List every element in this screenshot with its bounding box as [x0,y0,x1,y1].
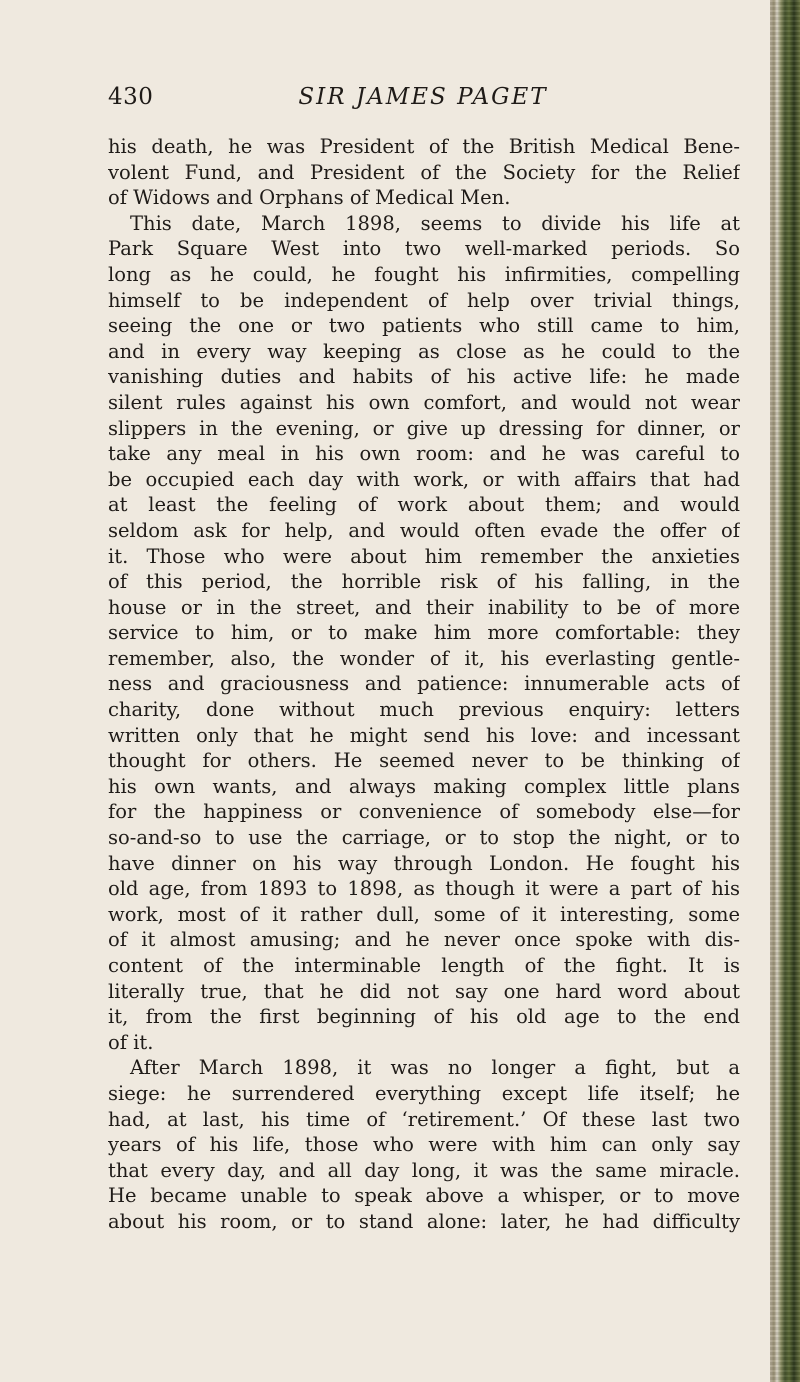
page-header [108,82,738,116]
text-line: written only that he might send his love: and incessant [108,723,740,747]
body-text [108,134,740,1235]
text-line: that every day, and all day long, it was the same miracle. [108,1158,740,1182]
text-line: charity, done without much previous enquiry: letters [108,698,740,722]
text-line: literally true, that he did not say one hard word about [108,979,740,1003]
text-line: silent rules against his own comfort, and would not wear [108,390,740,414]
text-line: it, from the first beginning of his old age to the end [108,1005,740,1029]
text-line: old age, from 1893 to 1898, as though it were a part of his [108,877,740,901]
text-line: He became unable to speak above a whisper, or to move [108,1184,740,1208]
text-line: seeing the one or two patients who still came to him, [108,314,740,338]
text-line: volent Fund, and President of the Society for the Relief [108,160,740,184]
text-line: and in every way keeping as close as he could to the [108,339,740,363]
running-title: SIR JAMES PAGET [298,84,548,110]
text-line: After March 1898, it was no longer a fight, but a [130,1056,740,1080]
text-line: for the happiness or convenience of somebody else—for [108,800,740,824]
text-line: so-and-so to use the carriage, or to stop the night, or to [108,826,740,850]
book-edge-texture [770,0,800,1382]
text-line: his own wants, and always making complex little plans [108,774,740,798]
text-line: seldom ask for help, and would often evade the offer of [108,518,740,542]
text-line: of Widows and Orphans of Medical Men. [108,186,511,210]
text-line: content of the interminable length of the fight. It is [108,954,740,977]
text-line: This date, March 1898, seems to divide his life at [130,211,740,235]
page-number: 430 [108,84,154,110]
text-line: service to him, or to make him more comfortable: they [108,621,740,645]
text-line: of it almost amusing; and he never once spoke with dis- [108,928,740,952]
text-line: slippers in the evening, or give up dressing for dinner, or [108,416,740,440]
text-line: of it. [108,1030,154,1054]
text-line: about his room, or to stand alone: later, he had difficulty [108,1209,740,1233]
text-line: Park Square West into two well-marked periods. So [108,237,740,261]
text-line: take any meal in his own room: and he was careful to [108,442,740,466]
text-line: remember, also, the wonder of it, his everlasting gentle- [108,646,740,670]
text-line: years of his life, those who were with him can only say [108,1133,740,1157]
text-line: it. Those who were about him remember the anxieties [108,544,740,568]
text-line: himself to be independent of help over trivial things, [108,288,740,312]
text-line: ness and graciousness and patience: innumerable acts of [108,672,740,696]
text-line: siege: he surrendered everything except life itself; he [108,1081,740,1105]
text-line: thought for others. He seemed never to be thinking of [108,749,740,773]
text-line: at least the feeling of work about them; and would [108,493,740,517]
text-line: have dinner on his way through London. He fought his [108,851,740,875]
text-line: work, most of it rather dull, some of it interesting, some [108,902,740,926]
text-line: had, at last, his time of ‘retirement.’ Of these last two [108,1107,740,1131]
text-line: his death, he was President of the British Medical Bene- [108,135,740,158]
text-line: house or in the street, and their inability to be of more [108,595,740,619]
text-line: of this period, the horrible risk of his falling, in the [108,570,740,594]
text-line: be occupied each day with work, or with affairs that had [108,467,740,491]
text-line: long as he could, he fought his infirmities, compelling [108,262,740,286]
text-line: vanishing duties and habits of his active life: he made [108,365,740,389]
